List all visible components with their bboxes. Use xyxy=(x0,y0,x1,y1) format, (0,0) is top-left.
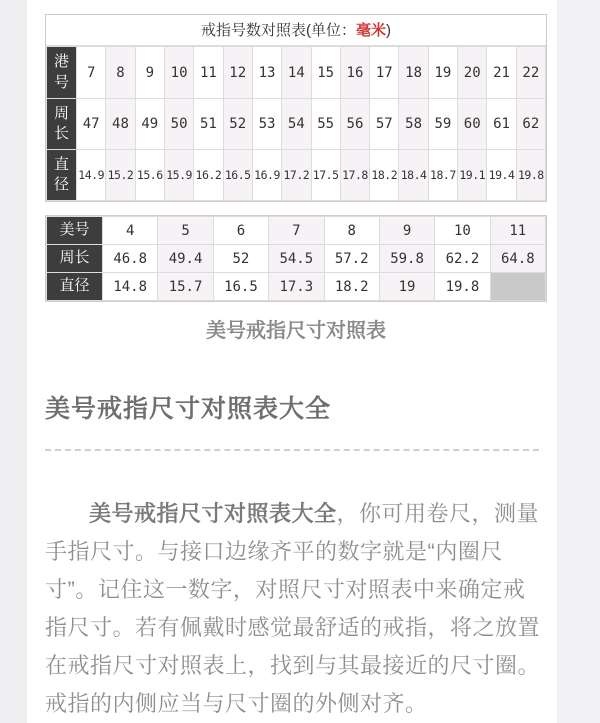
hk-size-table-box xyxy=(45,14,547,202)
hk-table-cell: 49 xyxy=(135,99,164,150)
us-table-cell: 62.2 xyxy=(435,245,490,273)
us-table-cell: 17.3 xyxy=(269,273,324,301)
hk-table-cell: 17.8 xyxy=(340,150,369,201)
hk-table-cell: 12 xyxy=(223,47,252,99)
hk-table-cell: 58 xyxy=(399,99,428,150)
table-title-prefix: 戒指号数对照表(单位： xyxy=(200,22,356,39)
hk-table-cell: 15 xyxy=(311,47,340,99)
hk-table-cell: 20 xyxy=(458,47,487,99)
article-content xyxy=(27,0,557,723)
us-table-row-header: 周长 xyxy=(47,245,103,273)
hk-table-cell: 19.4 xyxy=(487,150,516,201)
table-caption: 美号戒指尺寸对照表 xyxy=(206,320,386,342)
hk-table-row-港号 xyxy=(47,47,546,99)
hk-table-cell: 51 xyxy=(194,99,223,150)
us-table-cell: 54.5 xyxy=(269,245,324,273)
paragraph-lead: 美号戒指尺寸对照表大全 xyxy=(89,501,337,526)
hk-table-cell: 21 xyxy=(487,47,516,99)
hk-table-cell: 16.2 xyxy=(194,150,223,201)
paragraph-body: ，你可用卷尺，测量手指尺寸。与接口边缘齐平的数字就是“内圈尺寸”。记住这一数字，对照尺寸对照表中来确定戒指尺寸。若有佩戴时感觉最舒适的戒指，将之放置在戒指尺寸对照表上，找到与其最接近的尺寸圈。戒指的内侧应当与尺寸圈的外侧对齐。 xyxy=(45,501,541,716)
hk-size-table xyxy=(46,46,546,201)
hk-table-cell: 22 xyxy=(516,47,545,99)
us-table-cell: 9 xyxy=(379,217,434,245)
us-table-cell: 7 xyxy=(269,217,324,245)
hk-table-cell: 10 xyxy=(164,47,193,99)
hk-table-cell: 18.7 xyxy=(428,150,457,201)
us-table-cell: 14.8 xyxy=(103,273,158,301)
section-heading: 美号戒指尺寸对照表大全 xyxy=(45,395,332,423)
hk-table-cell: 16.9 xyxy=(252,150,281,201)
hk-table-cell: 52 xyxy=(223,99,252,150)
us-table-cell: 46.8 xyxy=(103,245,158,273)
us-table-cell: 64.8 xyxy=(490,245,545,273)
hk-table-cell: 14 xyxy=(282,47,311,99)
us-table-row-header: 直径 xyxy=(47,273,103,301)
hk-table-cell: 61 xyxy=(487,99,516,150)
left-edge-strip xyxy=(0,0,27,723)
hk-table-cell: 11 xyxy=(194,47,223,99)
hk-table-cell: 48 xyxy=(106,99,135,150)
us-table-cell: 4 xyxy=(103,217,158,245)
hk-table-cell: 53 xyxy=(252,99,281,150)
hk-size-table-title xyxy=(46,15,546,46)
us-table-cell: 5 xyxy=(158,217,213,245)
us-table-cell: 19 xyxy=(379,273,434,301)
hk-table-row-header: 直径 xyxy=(47,150,77,201)
hk-table-cell: 17.5 xyxy=(311,150,340,201)
us-table-cell: 10 xyxy=(435,217,490,245)
hk-table-cell: 50 xyxy=(164,99,193,150)
table-title-unit: 毫米 xyxy=(355,22,386,39)
us-table-cell: 16.5 xyxy=(213,273,268,301)
us-table-cell: 11 xyxy=(490,217,545,245)
body-paragraph xyxy=(45,495,543,723)
hk-table-cell: 19.8 xyxy=(516,150,545,201)
hk-table-cell: 15.9 xyxy=(164,150,193,201)
us-table-cell: 6 xyxy=(213,217,268,245)
us-table-cell xyxy=(490,273,545,301)
hk-table-cell: 18.2 xyxy=(370,150,399,201)
hk-table-row-header: 周长 xyxy=(47,99,77,150)
hk-table-cell: 59 xyxy=(428,99,457,150)
us-table-cell: 59.8 xyxy=(379,245,434,273)
hk-table-cell: 16.5 xyxy=(223,150,252,201)
hk-table-cell: 17 xyxy=(370,47,399,99)
hk-table-cell: 47 xyxy=(77,99,106,150)
hk-table-cell: 14.9 xyxy=(77,150,106,201)
hk-table-cell: 16 xyxy=(340,47,369,99)
hk-table-cell: 18.4 xyxy=(399,150,428,201)
us-table-row-美号 xyxy=(47,217,546,245)
us-table-cell: 19.8 xyxy=(435,273,490,301)
hk-table-cell: 15.6 xyxy=(135,150,164,201)
right-edge-strip xyxy=(557,0,600,723)
us-table-cell: 15.7 xyxy=(158,273,213,301)
hk-table-cell: 19.1 xyxy=(458,150,487,201)
hk-table-row-header: 港号 xyxy=(47,47,77,99)
hk-table-row-直径 xyxy=(47,150,546,201)
table-title-suffix: ) xyxy=(386,22,391,39)
hk-table-cell: 19 xyxy=(428,47,457,99)
dashed-divider xyxy=(45,449,539,451)
us-table-row-header: 美号 xyxy=(47,217,103,245)
us-size-table xyxy=(46,216,546,301)
us-size-table-box xyxy=(45,215,547,302)
us-table-cell: 52 xyxy=(213,245,268,273)
us-table-cell: 49.4 xyxy=(158,245,213,273)
hk-table-cell: 55 xyxy=(311,99,340,150)
hk-table-cell: 9 xyxy=(135,47,164,99)
hk-table-cell: 15.2 xyxy=(106,150,135,201)
hk-table-cell: 8 xyxy=(106,47,135,99)
us-table-cell: 18.2 xyxy=(324,273,379,301)
hk-table-row-周长 xyxy=(47,99,546,150)
hk-table-cell: 62 xyxy=(516,99,545,150)
us-table-cell: 8 xyxy=(324,217,379,245)
hk-table-cell: 17.2 xyxy=(282,150,311,201)
hk-table-cell: 57 xyxy=(370,99,399,150)
hk-table-cell: 54 xyxy=(282,99,311,150)
hk-table-cell: 7 xyxy=(77,47,106,99)
us-table-cell: 57.2 xyxy=(324,245,379,273)
hk-table-cell: 56 xyxy=(340,99,369,150)
hk-table-cell: 13 xyxy=(252,47,281,99)
hk-table-cell: 18 xyxy=(399,47,428,99)
us-table-row-周长 xyxy=(47,245,546,273)
hk-table-cell: 60 xyxy=(458,99,487,150)
us-table-row-直径 xyxy=(47,273,546,301)
